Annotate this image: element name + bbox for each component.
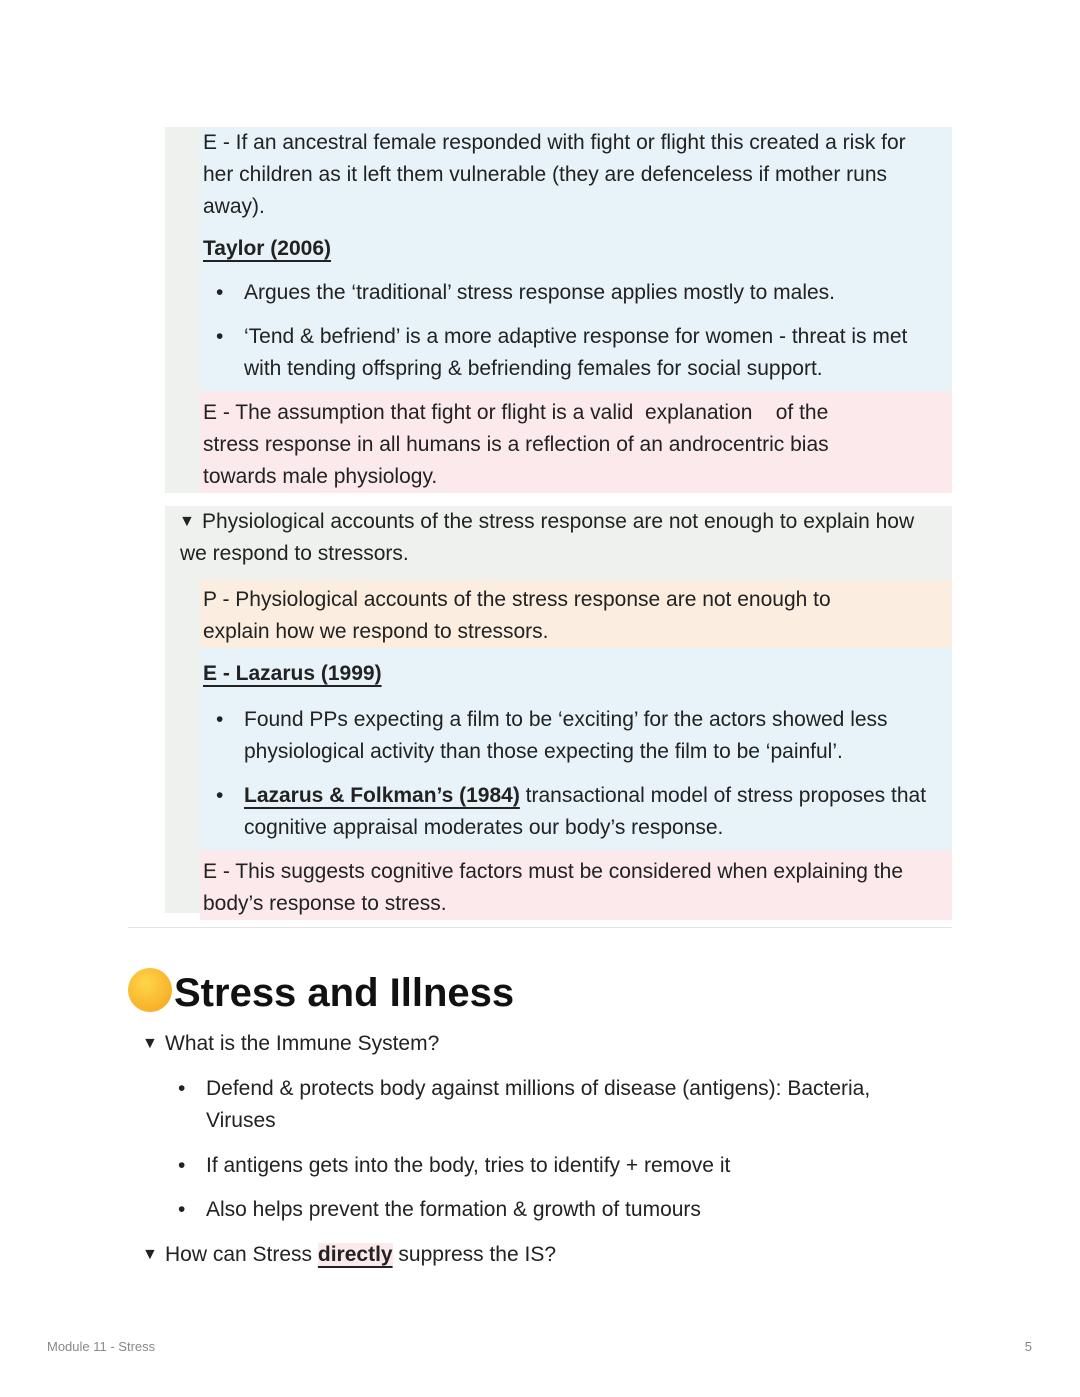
section-content: [128, 1028, 952, 1271]
list-item: • Defend & protects body against millions of disease (antigens): Bacteria, Viruses: [165, 1073, 952, 1137]
list-item: • Lazarus & Folkman’s (1984) transactional model of stress proposes that cognitive appraisal moderates our body’s response.: [203, 780, 942, 850]
list-item: • If antigens gets into the body, tries to identify + remove it: [165, 1150, 952, 1182]
point-block: [200, 580, 952, 648]
reference-taylor: Taylor (2006): [203, 237, 331, 260]
evidence-block: [200, 648, 952, 850]
divider: [128, 927, 952, 928]
list-item: • Argues the ‘traditional’ stress response applies mostly to males.: [203, 277, 942, 309]
triangle-down-icon[interactable]: ▼: [142, 1035, 158, 1052]
list-item: • Found PPs expecting a film to be ‘exciting’ for the actors showed less physiological activity than those expecting the film to be ‘painful’.: [203, 704, 942, 768]
toggle-header[interactable]: [165, 506, 952, 570]
footer-title: Module 11 - Stress: [47, 1339, 156, 1354]
triangle-down-icon[interactable]: ▼: [142, 1246, 158, 1263]
toggle-block-androcentric: [165, 127, 952, 493]
toggle-label: Physiological accounts of the stress response are not enough to explain how we respond to stressors.: [180, 510, 915, 565]
evaluation-block: [200, 850, 952, 920]
point-text: P - Physiological accounts of the stress response are not enough to explain how we respond to stressors.: [203, 588, 831, 643]
reference-lazarus-folkman: Lazarus & Folkman’s (1984): [244, 784, 520, 807]
evaluation-block: [200, 391, 952, 493]
list-item: • ‘Tend & befriend’ is a more adaptive response for women - threat is met with tending offspring & befriending females for social support.: [203, 321, 942, 391]
toggle-stress-suppress[interactable]: ▼ How can Stress directly suppress the IS?: [128, 1239, 952, 1271]
page-number: 5: [1024, 1339, 1032, 1354]
evaluation-text: E - The assumption that fight or flight is a valid explanation of the stress response in all humans is a reflection of an androcentric bias towards male physiology.: [203, 401, 835, 488]
evidence-block: [200, 127, 952, 391]
list-item: • Also helps prevent the formation & growth of tumours: [165, 1194, 952, 1226]
face-with-thermometer-icon: [128, 968, 172, 1012]
reference-lazarus: E - Lazarus (1999): [203, 662, 382, 685]
triangle-down-icon[interactable]: ▼: [179, 513, 195, 530]
evaluation-text: E - This suggests cognitive factors must be considered when explaining the body’s response to stress.: [203, 860, 903, 915]
evidence-text: E - If an ancestral female responded with fight or flight this created a risk for her children as it left them vulnerable (they are defenceless if mother runs away).: [203, 131, 906, 218]
section-heading: Stress and Illness: [128, 966, 514, 1020]
toggle-immune-system[interactable]: ▼ What is the Immune System?: [128, 1028, 952, 1060]
toggle-block-physiological[interactable]: [165, 506, 952, 913]
